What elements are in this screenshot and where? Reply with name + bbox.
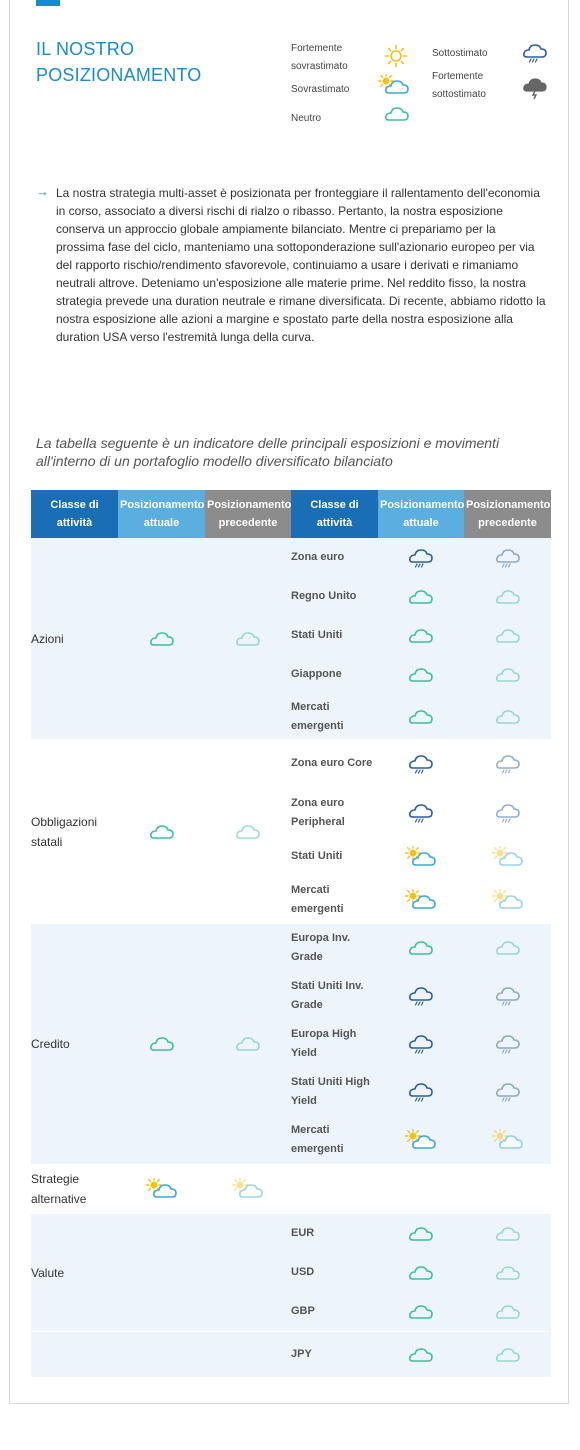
previous-icon [464,577,551,616]
current-icon [378,739,464,788]
storm-cloud-icon [522,76,550,100]
subclass-name: Zona euro [291,538,378,577]
group-current-icon [118,739,205,924]
group-name: Obbligazioni statali [31,739,118,924]
header-sub-asset-class: Classe di attività [291,490,378,538]
current-icon [378,1116,464,1164]
current-icon [378,1292,464,1332]
group-current-icon [118,538,205,739]
previous-icon [464,739,551,788]
group-name: Strategie alternative [31,1164,118,1214]
empty-cell [118,1214,205,1332]
group-name: Valute [31,1214,118,1332]
table-row [31,1332,551,1378]
header-asset-class: Classe di attività [31,490,118,538]
previous-icon [464,837,551,876]
subclass-name: Europa High Yield [291,1020,378,1068]
group-previous-icon [205,538,291,739]
subclass-name: GBP [291,1292,378,1332]
subclass-name: Stati Uniti [291,616,378,655]
previous-icon [464,1292,551,1332]
table-row [31,1214,551,1253]
previous-icon [464,1020,551,1068]
subclass-name: Mercati emergenti [291,876,378,924]
current-icon [378,972,464,1020]
subclass-name: Giappone [291,655,378,694]
previous-icon [464,1068,551,1116]
previous-icon [464,1332,551,1378]
previous-icon [464,694,551,739]
current-icon [378,837,464,876]
group-current-icon [118,924,205,1164]
current-icon [378,694,464,739]
empty-cell [118,1332,205,1378]
current-icon [378,655,464,694]
previous-icon [464,655,551,694]
empty-cell [31,1332,118,1378]
sun-icon [384,44,412,68]
group-previous-icon [205,739,291,924]
empty-cell [205,1214,291,1332]
empty-cell [291,1164,378,1214]
previous-icon [464,1116,551,1164]
cloud-icon [384,104,412,128]
empty-cell [378,1164,464,1214]
table-caption: La tabella seguente è un indicatore delle principali esposizioni e movimenti all'interno di un portafoglio modello diversificato bilanciato [36,435,500,469]
header-sub-previous-position: Posizionamento precedente [464,490,551,538]
subclass-name: Stati Uniti High Yield [291,1068,378,1116]
previous-icon [464,1214,551,1253]
subclass-name: JPY [291,1332,378,1378]
current-icon [378,1020,464,1068]
current-icon [378,577,464,616]
current-icon [378,1253,464,1292]
subclass-name: Zona euro Peripheral [291,788,378,837]
previous-icon [464,788,551,837]
previous-icon [464,924,551,972]
sun-cloud-icon [378,74,412,98]
subclass-name: Mercati emergenti [291,1116,378,1164]
header-current-position: Posizionamento attuale [118,490,205,538]
previous-icon [464,538,551,577]
current-icon [378,538,464,577]
rain-cloud-icon [522,42,550,66]
subclass-name: Stati Uniti Inv. Grade [291,972,378,1020]
current-icon [378,1214,464,1253]
table-row [31,1164,551,1214]
previous-icon [464,616,551,655]
legend-label-strong-over: Fortemente sovrastimato [291,43,348,72]
header-sub-current-position: Posizionamento attuale [378,490,464,538]
subclass-name: Mercati emergenti [291,694,378,739]
empty-cell [205,1332,291,1378]
current-icon [378,876,464,924]
subclass-name: USD [291,1253,378,1292]
table-row [31,538,551,577]
current-icon [378,1068,464,1116]
header-previous-position: Posizionamento precedente [205,490,291,538]
accent-bar [36,0,60,6]
current-icon [378,1332,464,1378]
group-previous-icon [205,924,291,1164]
previous-icon [464,1253,551,1292]
subclass-name: Stati Uniti [291,837,378,876]
current-icon [378,788,464,837]
current-icon [378,616,464,655]
arrow-right-icon: → [36,184,49,199]
previous-icon [464,972,551,1020]
group-previous-icon [205,1164,291,1214]
table-header-row [31,490,551,538]
legend-label-strong-under: Fortemente sottostimato [432,71,486,100]
legend-label-over: Sovrastimato [291,84,350,95]
table-row [31,924,551,972]
group-name: Credito [31,924,118,1164]
previous-icon [464,876,551,924]
subclass-name: Zona euro Core [291,739,378,788]
legend-label-neutral: Neutro [291,113,322,124]
subclass-name: EUR [291,1214,378,1253]
intro-text: La nostra strategia multi-asset è posizionata per fronteggiare il rallentamento dell'economia in corso, associato a diversi rischi di rialzo o ribasso. Pertanto, la nostra esposizione conserva un approccio globale ampiamente bilanciato. Mentre ci prepariamo per la prossima fase del ciclo, manteniamo una sottoponderazione sull'azionario europeo per via del rapporto rischio/rendimento sfavorevole, continuiamo a usare i derivati e rimaniamo neutrali altrove. Deteniamo un'esposizione alle materie prime. Nel reddito fisso, la nostra strategia prevede una duration neutrale e rimane diversificata. Di recente, abbiamo ridotto la nostra esposizione alle azioni a margine e spostato parte della nostra esposizione alla duration USA verso l'estremità lunga della curva. [56,186,546,344]
empty-cell [464,1164,551,1214]
current-icon [378,924,464,972]
table-row [31,739,551,788]
page-title: IL NOSTRO POSIZIONAMENTO [36,39,202,85]
subclass-name: Regno Unito [291,577,378,616]
legend-label-under: Sottostimato [432,48,488,59]
subclass-name: Europa Inv. Grade [291,924,378,972]
group-current-icon [118,1164,205,1214]
group-name: Azioni [31,538,118,739]
positioning-table [31,490,551,1377]
